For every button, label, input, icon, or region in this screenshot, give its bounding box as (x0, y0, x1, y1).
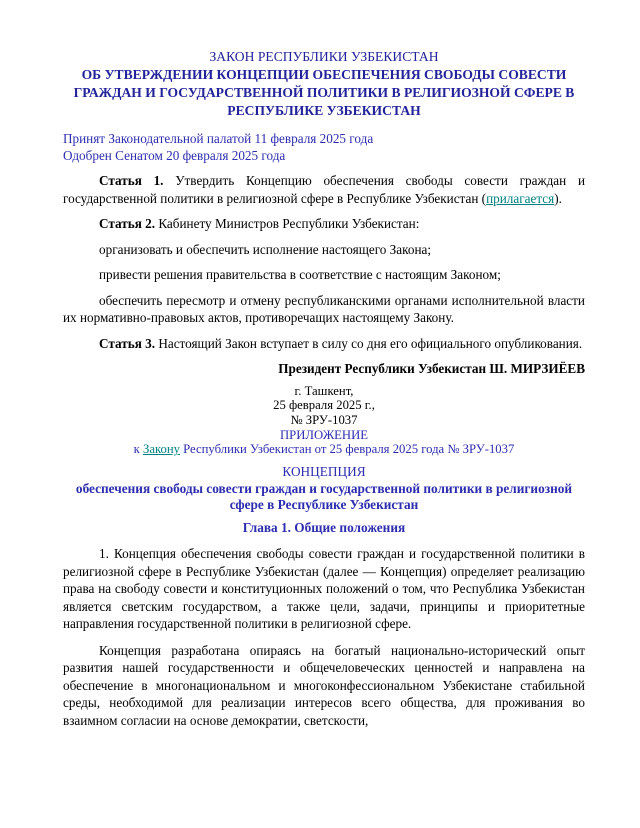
requisites-block (63, 384, 585, 458)
article-1-label: Статья 1. (99, 173, 164, 188)
concept-paragraph-1: 1. Концепция обеспечения свободы совести граждан и государственной политики в религиозной сфере в Республике Узбекистан (далее — Концепция) определяет реализацию права на свободу совести и конституционных положений о том, что Республика Узбекистан является светским государством, а также цели, задачи, принципы и приоритетные направления государственной политики в религиозной сфере. (63, 546, 585, 632)
law-link[interactable]: Закону (143, 442, 180, 457)
article-1-text: Утвердить Концепцию обеспечения свободы совести граждан и государственной политики в религиозной сфере в Республике Узбекистан ( (63, 173, 586, 206)
attachment-link[interactable]: прилагается (486, 190, 555, 206)
date-line: 25 февраля 2025 г., (273, 398, 375, 413)
article-2-paragraph (63, 215, 585, 233)
law-title-kind: ЗАКОН РЕСПУБЛИКИ УЗБЕКИСТАН (209, 49, 439, 64)
concept-title-block (63, 464, 585, 514)
city-line: г. Ташкент, (294, 383, 354, 398)
adopted-line: Принят Законодательной палатой 11 февраля 2025 года (63, 131, 374, 146)
annex-label: ПРИЛОЖЕНИЕ (279, 427, 369, 442)
article-2-text: Кабинету Министров Республики Узбекистан: (155, 216, 420, 231)
article-3-label: Статья 3. (99, 335, 156, 351)
annex-reference (63, 442, 585, 457)
article-3-text: Настоящий Закон вступает в силу со дня его официального опубликования. (155, 335, 583, 351)
annex-ref-prefix: к (133, 442, 144, 457)
law-title-name: ОБ УТВЕРЖДЕНИИ КОНЦЕПЦИИ ОБЕСПЕЧЕНИЯ СВОБОДЫ СОВЕСТИ ГРАЖДАН И ГОСУДАРСТВЕННОЙ ПОЛИТИКИ В РЕЛИГИОЗНОЙ СФЕРЕ В РЕСПУБЛИКЕ УЗБЕКИСТАН (73, 67, 575, 118)
chapter-1-heading: Глава 1. Общие положения (242, 519, 406, 535)
article-2-label: Статья 2. (99, 216, 156, 231)
number-line: № ЗРУ-1037 (290, 412, 358, 427)
article-2-item: организовать и обеспечить исполнение настоящего Закона; (99, 241, 432, 257)
concept-subtitle: обеспечения свободы совести граждан и государственной политики в религиозной сфере в Республике Узбекистан (75, 480, 573, 513)
law-title (63, 48, 585, 120)
approved-line: Одобрен Сенатом 20 февраля 2025 года (63, 148, 286, 163)
annex-ref-rest: Республики Узбекистан от 25 февраля 2025 года № ЗРУ-1037 (180, 442, 515, 457)
president-signature: Президент Республики Узбекистан Ш. МИРЗИЁЕВ (278, 361, 585, 376)
article-2-item: привести решения правительства в соответствие с настоящим Законом; (99, 267, 501, 282)
article-1-closing: ). (554, 190, 562, 206)
article-3-paragraph (63, 335, 585, 353)
article-1-paragraph (63, 172, 585, 207)
concept-paragraph-2: Концепция разработана опираясь на богатый национально-исторический опыт развития нашей государственности и общечеловеческих ценностей и направлена на обеспечение в многонациональном и многоконфессиональном Узбекистане стабильной среды, необходимой для реализации интересов всего общества, для проживания во взаимном согласии на основе демократии, светскости, (63, 642, 585, 728)
article-2-item: обеспечить пересмотр и отмену республиканскими органами исполнительной власти их нормативно-правовых актов, противоречащих настоящему Закону. (63, 292, 585, 325)
concept-title: КОНЦЕПЦИЯ (282, 464, 366, 480)
